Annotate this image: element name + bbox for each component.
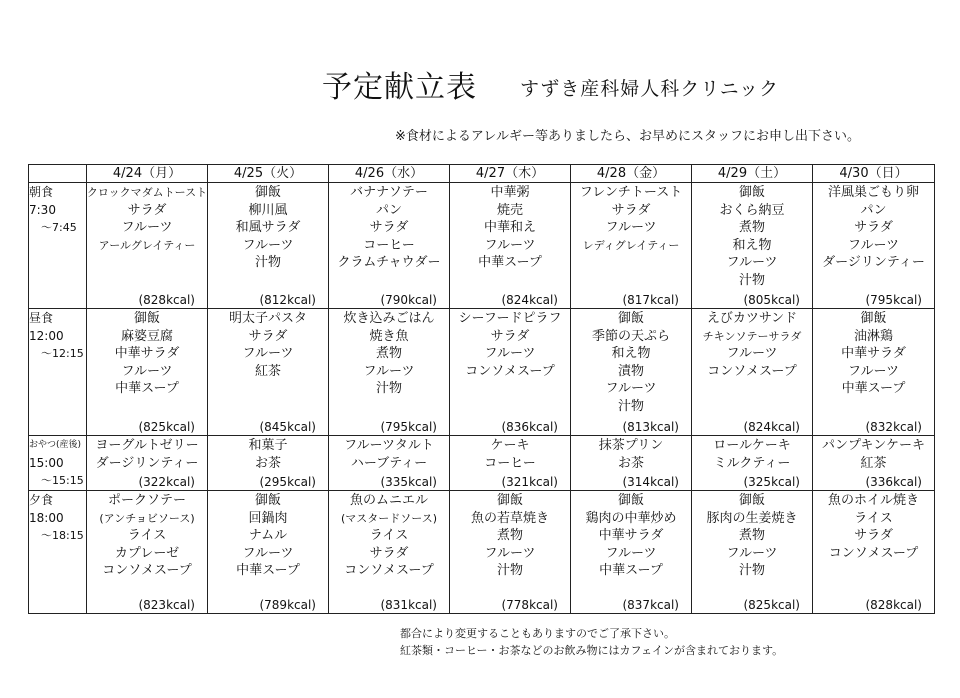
allergy-note: ※食材によるアレルギー等ありましたら、お早めにスタッフにお申し出下さい。: [395, 129, 861, 144]
menu-item: ライス: [854, 510, 893, 526]
menu-body: [29, 183, 935, 614]
menu-cell: [87, 309, 208, 436]
menu-cell: [208, 491, 329, 614]
kcal-label: (795kcal): [380, 420, 437, 434]
menu-cell: [813, 309, 935, 436]
menu-item: フルーツ: [605, 220, 657, 236]
menu-item: サラダ: [127, 202, 167, 218]
menu-item: 御飯: [254, 493, 281, 508]
menu-item: 中華サラダ: [114, 346, 180, 362]
clinic-name: すずき産科婦人科クリニック: [520, 78, 780, 100]
menu-items: [208, 183, 328, 272]
menu-item: ケーキ: [490, 438, 530, 453]
menu-items: [87, 491, 207, 580]
menu-item: 魚の若草焼き: [470, 510, 549, 526]
menu-item: おくら納豆: [719, 202, 785, 218]
menu-item: 御飯: [738, 185, 765, 200]
kcal-label: (314kcal): [622, 475, 679, 489]
menu-cell: [813, 436, 935, 491]
menu-item: ミルクティー: [713, 455, 791, 471]
menu-item: (アンチョビソース): [99, 511, 195, 525]
menu-item: コーヒー: [363, 237, 415, 253]
date-header: 4/25（火）: [208, 165, 329, 183]
menu-item: パンプキンケーキ: [821, 438, 926, 453]
menu-item: フルーツ: [605, 381, 657, 397]
menu-item: フルーツ: [848, 363, 899, 379]
date-header: 4/24（月）: [87, 165, 208, 183]
menu-item: レディグレイティー: [582, 238, 680, 252]
date-header: 4/26（水）: [329, 165, 450, 183]
menu-item: サラダ: [490, 328, 530, 344]
menu-item: 炊き込みごはん: [343, 311, 435, 326]
menu-item: 煮物: [738, 220, 765, 236]
menu-item: サラダ: [369, 545, 409, 561]
menu-item: お茶: [254, 455, 281, 471]
meal-time: 7:30: [29, 203, 56, 217]
page-title: 予定献立表: [322, 70, 477, 105]
menu-item: 和え物: [611, 346, 651, 362]
menu-items: [208, 491, 328, 580]
date-header: 4/30（日）: [813, 165, 935, 183]
menu-item: ライス: [369, 528, 409, 544]
corner-cell: [29, 165, 87, 183]
menu-cell: [329, 491, 450, 614]
menu-item: コンソメスープ: [344, 563, 434, 579]
menu-items: [329, 183, 449, 272]
menu-cell: [692, 436, 813, 491]
meal-time: 15:00: [29, 456, 64, 470]
menu-items: [450, 309, 570, 380]
meal-end: ～18:15: [41, 529, 84, 542]
menu-item: サラダ: [369, 220, 409, 236]
date-header: 4/29（土）: [692, 165, 813, 183]
menu-items: [571, 183, 691, 254]
meal-name: 昼食: [29, 311, 54, 325]
menu-items: [87, 436, 207, 472]
menu-item: パン: [860, 202, 887, 218]
menu-item: クロックマダムトースト: [86, 186, 208, 199]
kcal-label: (295kcal): [259, 475, 316, 489]
menu-cell: [571, 309, 692, 436]
menu-item: 中華サラダ: [841, 346, 906, 362]
menu-cell: [329, 309, 450, 436]
menu-cell: [813, 183, 935, 309]
meal-label-cell: [29, 309, 87, 436]
menu-item: サラダ: [248, 328, 288, 344]
menu-items: [450, 436, 570, 472]
menu-items: [813, 491, 934, 562]
menu-item: パン: [375, 202, 402, 218]
menu-items: [329, 436, 449, 472]
menu-items: [571, 436, 691, 472]
menu-item: 抹茶プリン: [598, 438, 664, 453]
menu-items: [692, 183, 812, 290]
menu-items: [87, 183, 207, 254]
kcal-label: (812kcal): [259, 293, 316, 307]
menu-item: コンソメスープ: [707, 363, 797, 379]
menu-table: [28, 164, 935, 614]
menu-items: [571, 491, 691, 580]
menu-item: 煮物: [738, 528, 765, 544]
menu-cell: [87, 491, 208, 614]
menu-item: フレンチトースト: [579, 185, 683, 200]
menu-items: [571, 309, 691, 416]
menu-item: 中華スープ: [115, 381, 179, 397]
meal-name: 朝食: [29, 185, 54, 199]
menu-item: フルーツ: [726, 346, 778, 362]
menu-cell: [450, 309, 571, 436]
kcal-label: (322kcal): [138, 475, 195, 489]
menu-item: アールグレイティー: [98, 238, 196, 252]
menu-item: 豚肉の生姜焼き: [706, 510, 798, 526]
menu-cell: [692, 491, 813, 614]
kcal-label: (828kcal): [138, 293, 195, 307]
kcal-label: (836kcal): [501, 420, 558, 434]
menu-item: 中華粥: [490, 185, 530, 200]
menu-item: 漬物: [617, 363, 644, 379]
menu-item: カプレーゼ: [114, 545, 180, 561]
menu-item: コンソメスープ: [102, 563, 192, 579]
menu-items: [208, 436, 328, 472]
menu-item: 煮物: [375, 346, 402, 362]
menu-item: シーフードピラフ: [458, 311, 562, 326]
menu-item: 汁物: [738, 563, 765, 579]
menu-item: 御飯: [860, 311, 887, 326]
meal-row: [29, 491, 935, 614]
menu-items: [813, 436, 934, 472]
menu-item: フルーツ: [484, 545, 536, 561]
kcal-label: (832kcal): [865, 420, 922, 434]
menu-item: 油淋鶏: [853, 328, 893, 344]
menu-item: 汁物: [254, 255, 281, 271]
footer-note-change: 都合により変更することもありますのでご了承下さい。: [400, 627, 675, 640]
menu-item: 汁物: [496, 563, 523, 579]
menu-cell: [87, 436, 208, 491]
kcal-label: (321kcal): [501, 475, 558, 489]
kcal-label: (795kcal): [865, 293, 922, 307]
menu-item: フルーツ: [121, 220, 173, 236]
menu-item: フルーツタルト: [344, 438, 434, 453]
menu-cell: [329, 436, 450, 491]
kcal-label: (813kcal): [622, 420, 679, 434]
menu-items: [450, 491, 570, 580]
meal-name: 夕食: [29, 493, 54, 507]
menu-item: 焼売: [496, 202, 523, 218]
menu-item: クラムチャウダー: [337, 255, 441, 271]
menu-item: ナムル: [248, 528, 288, 544]
menu-item: フルーツ: [726, 545, 778, 561]
menu-item: 御飯: [617, 311, 644, 326]
menu-item: サラダ: [854, 528, 893, 544]
menu-cell: [571, 491, 692, 614]
menu-items: [813, 183, 934, 272]
date-header: 4/27（木）: [450, 165, 571, 183]
menu-item: 明太子パスタ: [228, 311, 307, 326]
menu-item: えびカツサンド: [706, 311, 798, 326]
menu-item: コーヒー: [484, 455, 536, 471]
kcal-label: (824kcal): [743, 420, 800, 434]
menu-item: 柳川風: [248, 202, 288, 218]
menu-cell: [813, 491, 935, 614]
menu-item: 汁物: [375, 381, 402, 397]
menu-item: 汁物: [738, 272, 765, 288]
menu-item: フルーツ: [605, 545, 657, 561]
menu-items: [208, 309, 328, 380]
menu-item: フルーツ: [242, 237, 294, 253]
menu-item: 紅茶: [860, 455, 887, 471]
menu-cell: [208, 309, 329, 436]
meal-end: ～12:15: [41, 347, 84, 360]
menu-item: フルーツ: [242, 545, 294, 561]
menu-cell: [208, 436, 329, 491]
kcal-label: (335kcal): [380, 475, 437, 489]
kcal-label: (336kcal): [865, 475, 922, 489]
kcal-label: (817kcal): [622, 293, 679, 307]
meal-label-cell: [29, 491, 87, 614]
menu-item: 中華スープ: [841, 381, 906, 397]
menu-items: [87, 309, 207, 398]
meal-time: 18:00: [29, 511, 64, 525]
menu-item: バナナソテー: [350, 185, 428, 200]
meal-label-cell: [29, 183, 87, 309]
menu-items: [329, 309, 449, 398]
menu-cell: [450, 491, 571, 614]
menu-cell: [450, 436, 571, 491]
kcal-label: (824kcal): [501, 293, 558, 307]
menu-items: [813, 309, 934, 398]
date-header-row: [29, 165, 935, 183]
menu-items: [450, 183, 570, 272]
menu-item: 和菓子: [248, 438, 288, 453]
menu-item: コンソメスープ: [465, 363, 555, 379]
menu-item: フルーツ: [242, 346, 294, 362]
meal-row: [29, 309, 935, 436]
menu-item: 鶏肉の中華炒め: [585, 510, 677, 526]
menu-item: 中華スープ: [236, 563, 300, 579]
kcal-label: (325kcal): [743, 475, 800, 489]
menu-item: フルーツ: [484, 346, 536, 362]
menu-item: 回鍋肉: [248, 510, 288, 526]
menu-item: 季節の天ぷら: [591, 328, 670, 344]
menu-cell: [692, 183, 813, 309]
menu-item: チキンソテーサラダ: [702, 329, 802, 343]
menu-item: 御飯: [738, 493, 765, 508]
menu-item: 焼き魚: [369, 328, 409, 344]
menu-item: お茶: [617, 455, 644, 471]
menu-item: 麻婆豆腐: [120, 328, 173, 344]
menu-cell: [571, 436, 692, 491]
kcal-label: (789kcal): [259, 598, 316, 612]
kcal-label: (805kcal): [743, 293, 800, 307]
date-header: 4/28（金）: [571, 165, 692, 183]
menu-item: 中華スープ: [599, 563, 663, 579]
menu-item: フルーツ: [121, 363, 173, 379]
meal-name: おやつ(産後): [29, 440, 82, 450]
menu-item: コンソメスープ: [828, 545, 919, 561]
menu-item: 中華サラダ: [598, 528, 664, 544]
kcal-label: (823kcal): [138, 598, 195, 612]
menu-item: 魚のムニエル: [349, 493, 428, 508]
meal-time: 12:00: [29, 329, 64, 343]
menu-item: フルーツ: [363, 363, 415, 379]
footer-note-caffeine: 紅茶類・コーヒー・お茶などのお飲み物にはカフェインが含まれております。: [400, 644, 784, 657]
menu-item: ダージリンティー: [95, 455, 199, 471]
menu-item: (マスタードソース): [340, 511, 438, 525]
menu-items: [692, 491, 812, 580]
kcal-label: (837kcal): [622, 598, 679, 612]
menu-item: 御飯: [254, 185, 281, 200]
kcal-label: (825kcal): [138, 420, 195, 434]
menu-cell: [450, 183, 571, 309]
menu-item: 煮物: [496, 528, 523, 544]
menu-cell: [208, 183, 329, 309]
menu-item: 和え物: [732, 237, 772, 253]
menu-cell: [571, 183, 692, 309]
menu-cell: [329, 183, 450, 309]
menu-item: 和風サラダ: [235, 220, 301, 236]
menu-item: 御飯: [496, 493, 523, 508]
meal-row: [29, 183, 935, 309]
meal-label-cell: [29, 436, 87, 491]
meal-end: ～15:15: [41, 474, 84, 487]
menu-item: 紅茶: [254, 363, 281, 379]
kcal-label: (825kcal): [743, 598, 800, 612]
menu-item: サラダ: [854, 220, 893, 236]
menu-items: [692, 309, 812, 380]
menu-item: ロールケーキ: [713, 438, 791, 453]
menu-item: 中華和え: [483, 220, 536, 236]
menu-item: フルーツ: [726, 255, 778, 271]
menu-item: サラダ: [611, 202, 651, 218]
meal-row: [29, 436, 935, 491]
menu-cell: [692, 309, 813, 436]
menu-item: 御飯: [133, 311, 160, 326]
menu-item: ダージリンティー: [822, 255, 925, 271]
meal-end: ～7:45: [41, 221, 77, 234]
kcal-label: (778kcal): [501, 598, 558, 612]
menu-item: ライス: [127, 528, 167, 544]
menu-item: 中華スープ: [478, 255, 542, 271]
menu-item: 御飯: [617, 493, 644, 508]
menu-item: 洋風巣ごもり卵: [827, 185, 919, 200]
menu-cell: [87, 183, 208, 309]
kcal-label: (831kcal): [380, 598, 437, 612]
menu-item: フルーツ: [484, 237, 536, 253]
menu-item: フルーツ: [848, 237, 899, 253]
menu-items: [692, 436, 812, 472]
kcal-label: (828kcal): [865, 598, 922, 612]
menu-item: ポークソテー: [107, 493, 186, 508]
menu-item: ハーブティー: [350, 455, 428, 471]
kcal-label: (845kcal): [259, 420, 316, 434]
kcal-label: (790kcal): [380, 293, 437, 307]
menu-item: ヨーグルトゼリー: [95, 438, 199, 453]
menu-item: 魚のホイル焼き: [827, 493, 919, 508]
menu-items: [329, 491, 449, 580]
menu-item: 汁物: [617, 398, 644, 414]
